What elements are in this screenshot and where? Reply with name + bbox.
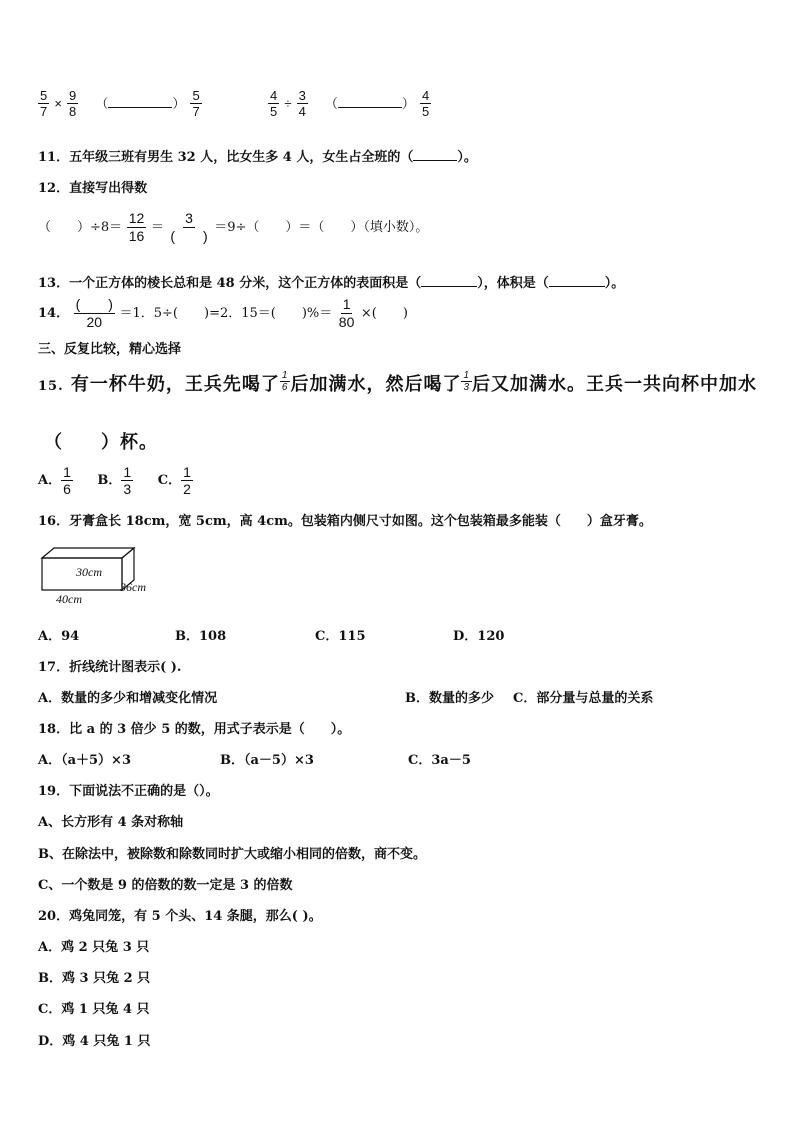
question-14: 14． $\frac{( )}{20}$ ＝1．5÷( )=2．15＝( )%＝ $\frac{1}{80}$ ×( ) [38,296,408,330]
option-a[interactable]: A． $\frac{1}{6}$ [38,464,71,497]
option-b[interactable]: B． $\frac{1}{3}$ [97,464,132,497]
question-19-option-a[interactable]: A、长方形有 4 条对称轴 [38,815,184,830]
fraction: $\frac{3}{( )}$ [170,210,208,244]
question-17: 17．折线统计图表示( ). [38,660,182,675]
question-16-option-c[interactable]: C．115 [315,629,366,644]
question-19: 19．下面说法不正确的是（）。 [38,784,219,799]
question-17-option-c[interactable]: C．部分量与总量的关系 [513,691,654,706]
fraction: $\frac{5}{7}$ [192,88,200,119]
box-label-height: 30cm [76,565,102,579]
question-20-option-c[interactable]: C．鸡 1 只兔 4 只 [38,1002,150,1017]
compare-row-1: $\frac{5}{7}$ × $\frac{9}{8}$ （ ） $\frac{5}{7}$ [40,88,200,119]
answer-blank[interactable] [108,107,172,108]
question-11: 11．五年级三班有男生 32 人，比女生多 4 人，女生占全班的（ ）。 [38,150,477,165]
question-19-option-b[interactable]: B、在除法中，被除数和除数同时扩大或缩小相同的倍数，商不变。 [38,847,426,862]
question-17-option-b[interactable]: B．数量的多少 [405,691,494,706]
question-15: 15. 有一杯牛奶，王兵先喝了 $\frac{1}{6}$ 后加满水，然后喝了 $\frac{1}{3}$ 后又加满水。王兵一共向杯中加水 [38,370,758,395]
section-heading: 三、反复比较，精心选择 [38,342,182,357]
fraction: $\frac{1}{6}$ [281,370,289,393]
question-20-option-a[interactable]: A．鸡 2 只兔 3 只 [38,940,150,955]
question-18-option-a[interactable]: A．（a＋5）×3 [38,753,131,768]
answer-blank[interactable] [413,160,457,161]
question-18-option-b[interactable]: B．（a－5）×3 [220,753,314,768]
fraction: $\frac{4}{5}$ [270,88,278,119]
question-12-title: 12．直接写出得数 [38,181,148,196]
box-label-width: 40cm [56,592,82,606]
question-20-option-d[interactable]: D．鸡 4 只兔 1 只 [38,1034,151,1049]
fraction: $\frac{1}{80}$ [338,296,355,330]
fraction: $\frac{1}{3}$ [463,370,471,393]
answer-blank[interactable] [421,286,477,287]
question-13: 13．一个正方体的棱长总和是 48 分米，这个正方体的表面积是（ ），体积是（ ）。 [38,276,625,291]
question-18: 18．比 a 的 3 倍少 5 的数，用式子表示是（ ）。 [38,722,351,737]
fraction: $\frac{5}{7}$ [40,88,48,119]
question-16: 16．牙膏盒长 18cm，宽 5cm，高 4cm。包装箱内侧尺寸如图。这个包装箱最多能装（ ）盒牙膏。 [38,514,652,529]
fraction: $\frac{3}{4}$ [298,88,306,119]
question-16-option-b[interactable]: B．108 [175,629,227,644]
question-20-option-b[interactable]: B．鸡 3 只兔 2 只 [38,971,151,986]
question-15-options [38,464,193,497]
answer-blank[interactable] [338,107,402,108]
question-18-option-c[interactable]: C．3a－5 [408,753,471,768]
fraction: $\frac{12}{16}$ [128,210,145,244]
question-17-option-a[interactable]: A．数量的多少和增减变化情况 [38,691,218,706]
fraction: $\frac{4}{5}$ [422,88,430,119]
question-12-body: （ ）÷8＝ $\frac{12}{16}$ ＝ $\frac{3}{( )}$ ＝9÷（ ）＝（ ）（填小数）。 [38,210,429,244]
question-16-option-a[interactable]: A．94 [38,629,80,644]
fraction: $\frac{( )}{20}$ [75,296,113,330]
option-c[interactable]: C． $\frac{1}{2}$ [157,464,191,497]
question-16-option-d[interactable]: D．120 [453,629,505,644]
question-20: 20．鸡兔同笼，有 5 个头、14 条腿，那么( )。 [38,909,322,924]
question-19-option-c[interactable]: C、一个数是 9 的倍数的数一定是 3 的倍数 [38,878,293,893]
question-15-line2: （ ）杯。 [44,432,158,453]
box-label-depth: 36cm [120,580,146,594]
answer-blank[interactable] [549,286,605,287]
compare-row-2: $\frac{4}{5}$ ÷ $\frac{3}{4}$ （ ） $\frac{4}{5}$ [270,88,430,119]
fraction: $\frac{9}{8}$ [69,88,77,119]
